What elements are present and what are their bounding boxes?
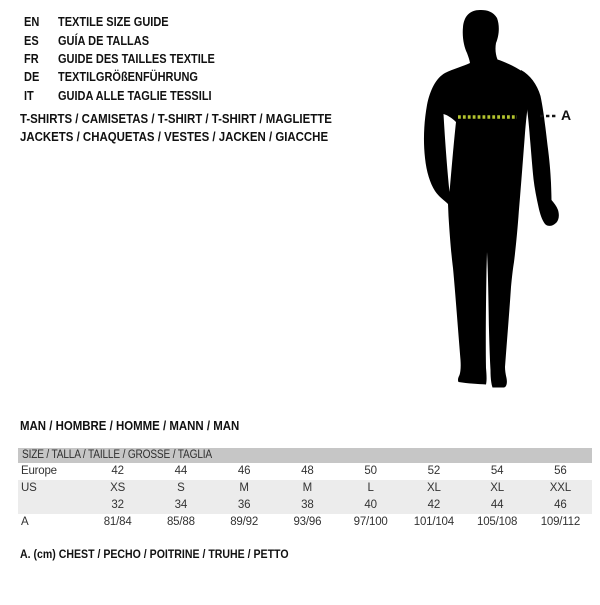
table-row-chest	[18, 514, 592, 531]
language-code: FR	[24, 51, 39, 66]
size-cell: 54	[490, 465, 504, 477]
row-label	[18, 497, 86, 514]
table-row-europe	[18, 463, 592, 480]
size-cell: 89/92	[230, 516, 259, 528]
measurement-footnote: A. (cm) CHEST / PECHO / POITRINE / TRUHE / PETTO	[20, 547, 289, 561]
garment-line-jackets: JACKETS / CHAQUETAS / VESTES / JACKEN / GIACCHE	[20, 128, 329, 144]
size-cell: 34	[174, 499, 188, 511]
language-code: DE	[24, 70, 40, 85]
size-cell: S	[177, 482, 185, 494]
row-label: Europe	[21, 465, 57, 477]
language-label: GUÍA DE TALLAS	[58, 33, 150, 48]
man-silhouette	[424, 10, 530, 388]
language-label: TEXTILE SIZE GUIDE	[58, 15, 169, 30]
size-cell: 52	[427, 465, 441, 477]
language-row	[24, 68, 236, 86]
size-cell: 46	[237, 465, 251, 477]
size-cell: 93/96	[293, 516, 322, 528]
language-row	[24, 31, 236, 49]
left-armpit-gap	[444, 114, 457, 192]
language-label: TEXTILGRÖßENFÜHRUNG	[58, 70, 198, 85]
size-cell: 46	[554, 499, 567, 511]
size-cell: 81/84	[103, 516, 132, 528]
measure-label-a: A	[561, 107, 572, 123]
size-cell: M	[302, 482, 313, 494]
size-cell: 97/100	[353, 516, 388, 528]
language-code: EN	[24, 15, 40, 30]
size-cell: XL	[490, 482, 504, 494]
size-cell: L	[367, 482, 374, 494]
size-cell: 48	[301, 465, 314, 477]
language-label: GUIDE DES TAILLES TEXTILE	[58, 51, 215, 66]
language-code: ES	[24, 33, 39, 48]
language-code: IT	[24, 88, 34, 103]
size-cell: 40	[364, 499, 377, 511]
row-label: A	[21, 516, 29, 528]
size-cell: 85/88	[166, 516, 195, 528]
language-row	[24, 50, 236, 68]
size-cell: 42	[111, 465, 124, 477]
size-cell: 32	[111, 499, 124, 511]
section-title: MAN / HOMBRE / HOMME / MANN / MAN	[20, 418, 240, 433]
size-cell: XXL	[549, 482, 571, 494]
language-row	[24, 87, 236, 105]
size-cell: 44	[174, 465, 188, 477]
size-cell: 44	[490, 499, 504, 511]
size-cell: 109/112	[540, 516, 581, 528]
size-cell: 105/108	[477, 516, 518, 528]
garment-categories	[20, 110, 374, 145]
size-cell: 36	[237, 499, 251, 511]
size-cell: XS	[110, 482, 126, 494]
row-label: US	[21, 482, 37, 494]
man-right-arm	[521, 70, 559, 226]
size-cell: 56	[554, 465, 567, 477]
table-row-us	[18, 480, 592, 497]
size-cell: XL	[427, 482, 441, 494]
language-label: GUIDA ALLE TAGLIE TESSILI	[58, 88, 212, 103]
size-cell: 42	[427, 499, 441, 511]
size-cell: M	[239, 482, 249, 494]
size-cell: 101/104	[413, 516, 454, 528]
size-table-header: SIZE / TALLA / TAILLE / GRÖSSE / TAGLIA	[22, 449, 212, 461]
language-row	[24, 13, 236, 31]
size-cell: 50	[364, 465, 377, 477]
size-cell: 38	[301, 499, 314, 511]
garment-line-tshirts: T-SHIRTS / CAMISETAS / T-SHIRT / T-SHIRT / MAGLIETTE	[20, 111, 332, 127]
table-row-numeric	[18, 497, 592, 514]
size-table	[18, 448, 592, 531]
language-guide-list	[24, 13, 236, 105]
